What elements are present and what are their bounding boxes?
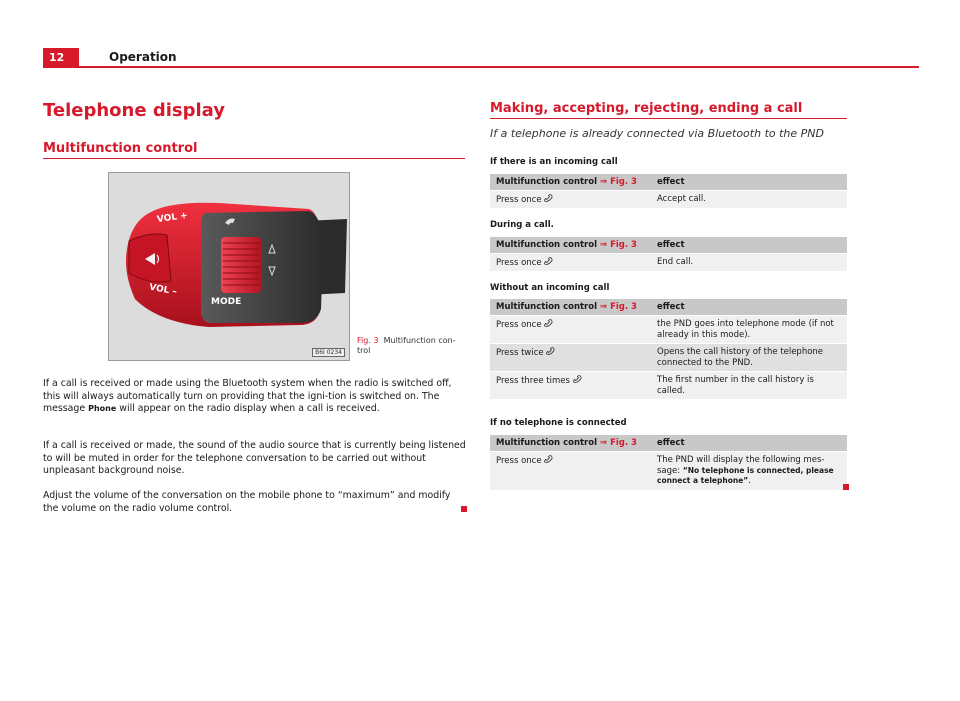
stalk-illustration <box>109 173 350 361</box>
table-during-call <box>490 237 847 271</box>
phone-icon <box>546 347 555 356</box>
phone-message: Phone <box>88 404 117 413</box>
condition-heading: Without an incoming call <box>490 283 610 293</box>
page-header <box>43 48 919 68</box>
paragraph-bluetooth-call: If a call is received or made using the Bluetooth system when the radio is switched off, this will always automatically turn on providing that the igni-tion is switched on. The message Phone will appear on the radio display when a call is received. <box>43 378 452 414</box>
table-row: Press once Accept call. <box>490 190 847 208</box>
figure-reference: ⇒ Fig. 3 <box>599 240 637 250</box>
section-end-marker <box>843 484 849 490</box>
vol-minus-label: VOL – <box>148 282 178 298</box>
page-number: 12 <box>43 48 79 68</box>
table-incoming-call <box>490 174 847 208</box>
table-header-row: Multifunction control ⇒ Fig. 3 effect <box>490 237 847 253</box>
table-no-incoming-call <box>490 299 847 399</box>
table-row: Press once The PND will display the following mes-sage: “No telephone is connected, please connect a telephone”. <box>490 451 847 490</box>
section-heading-calls: Making, accepting, rejecting, ending a call <box>490 101 803 116</box>
chapter-title: Telephone display <box>43 100 225 121</box>
phone-icon <box>544 455 553 464</box>
section-intro: If a telephone is already connected via Bluetooth to the PND <box>490 127 824 140</box>
condition-heading: If no telephone is connected <box>490 418 627 428</box>
paragraph-volume: Adjust the volume of the conversation on the mobile phone to “maximum” and modify the volume on the radio volume control. <box>43 490 451 514</box>
table-header-row: Multifunction control ⇒ Fig. 3 effect <box>490 174 847 190</box>
section-heading-multifunction: Multifunction control <box>43 141 198 156</box>
table-row: Press once End call. <box>490 253 847 271</box>
figure-reference: ⇒ Fig. 3 <box>599 438 637 448</box>
figure-caption-text: Multifunction con-trol <box>357 336 456 355</box>
table-header-row: Multifunction control ⇒ Fig. 3 effect <box>490 435 847 451</box>
table-row: Press once the PND goes into telephone mode (if not already in this mode). <box>490 315 847 343</box>
table-row: Press twice Opens the call history of the telephone connected to the PND. <box>490 343 847 371</box>
mode-label: MODE <box>211 297 242 307</box>
table-row: Press three times The first number in the call history is called. <box>490 371 847 399</box>
section-divider <box>43 158 465 159</box>
figure-reference: ⇒ Fig. 3 <box>599 302 637 312</box>
figure-multifunction-control <box>108 172 350 361</box>
figure-label: Fig. 3 <box>357 336 379 345</box>
table-header-row: Multifunction control ⇒ Fig. 3 effect <box>490 299 847 315</box>
paragraph-audio-muted: If a call is received or made, the sound of the audio source that is currently being listened to will be muted in order for the telephone conversation to be carried out without unpleasant background noise. <box>43 440 466 476</box>
section-divider <box>490 118 847 119</box>
condition-heading: During a call. <box>490 220 554 230</box>
phone-icon <box>544 319 553 328</box>
figure-reference: ⇒ Fig. 3 <box>599 177 637 187</box>
condition-heading: If there is an incoming call <box>490 157 618 167</box>
phone-icon <box>573 375 582 384</box>
figure-caption <box>357 336 467 356</box>
figure-code: B6I 0234 <box>312 348 345 357</box>
section-end-marker <box>461 506 467 512</box>
header-rule <box>79 66 919 68</box>
vol-plus-label: VOL + <box>156 210 189 226</box>
no-telephone-message: “No telephone is connected, please connect a telephone” <box>657 465 834 485</box>
section-title: Operation <box>109 50 177 64</box>
phone-icon <box>544 257 553 266</box>
phone-icon <box>544 194 553 203</box>
table-no-telephone <box>490 435 847 490</box>
